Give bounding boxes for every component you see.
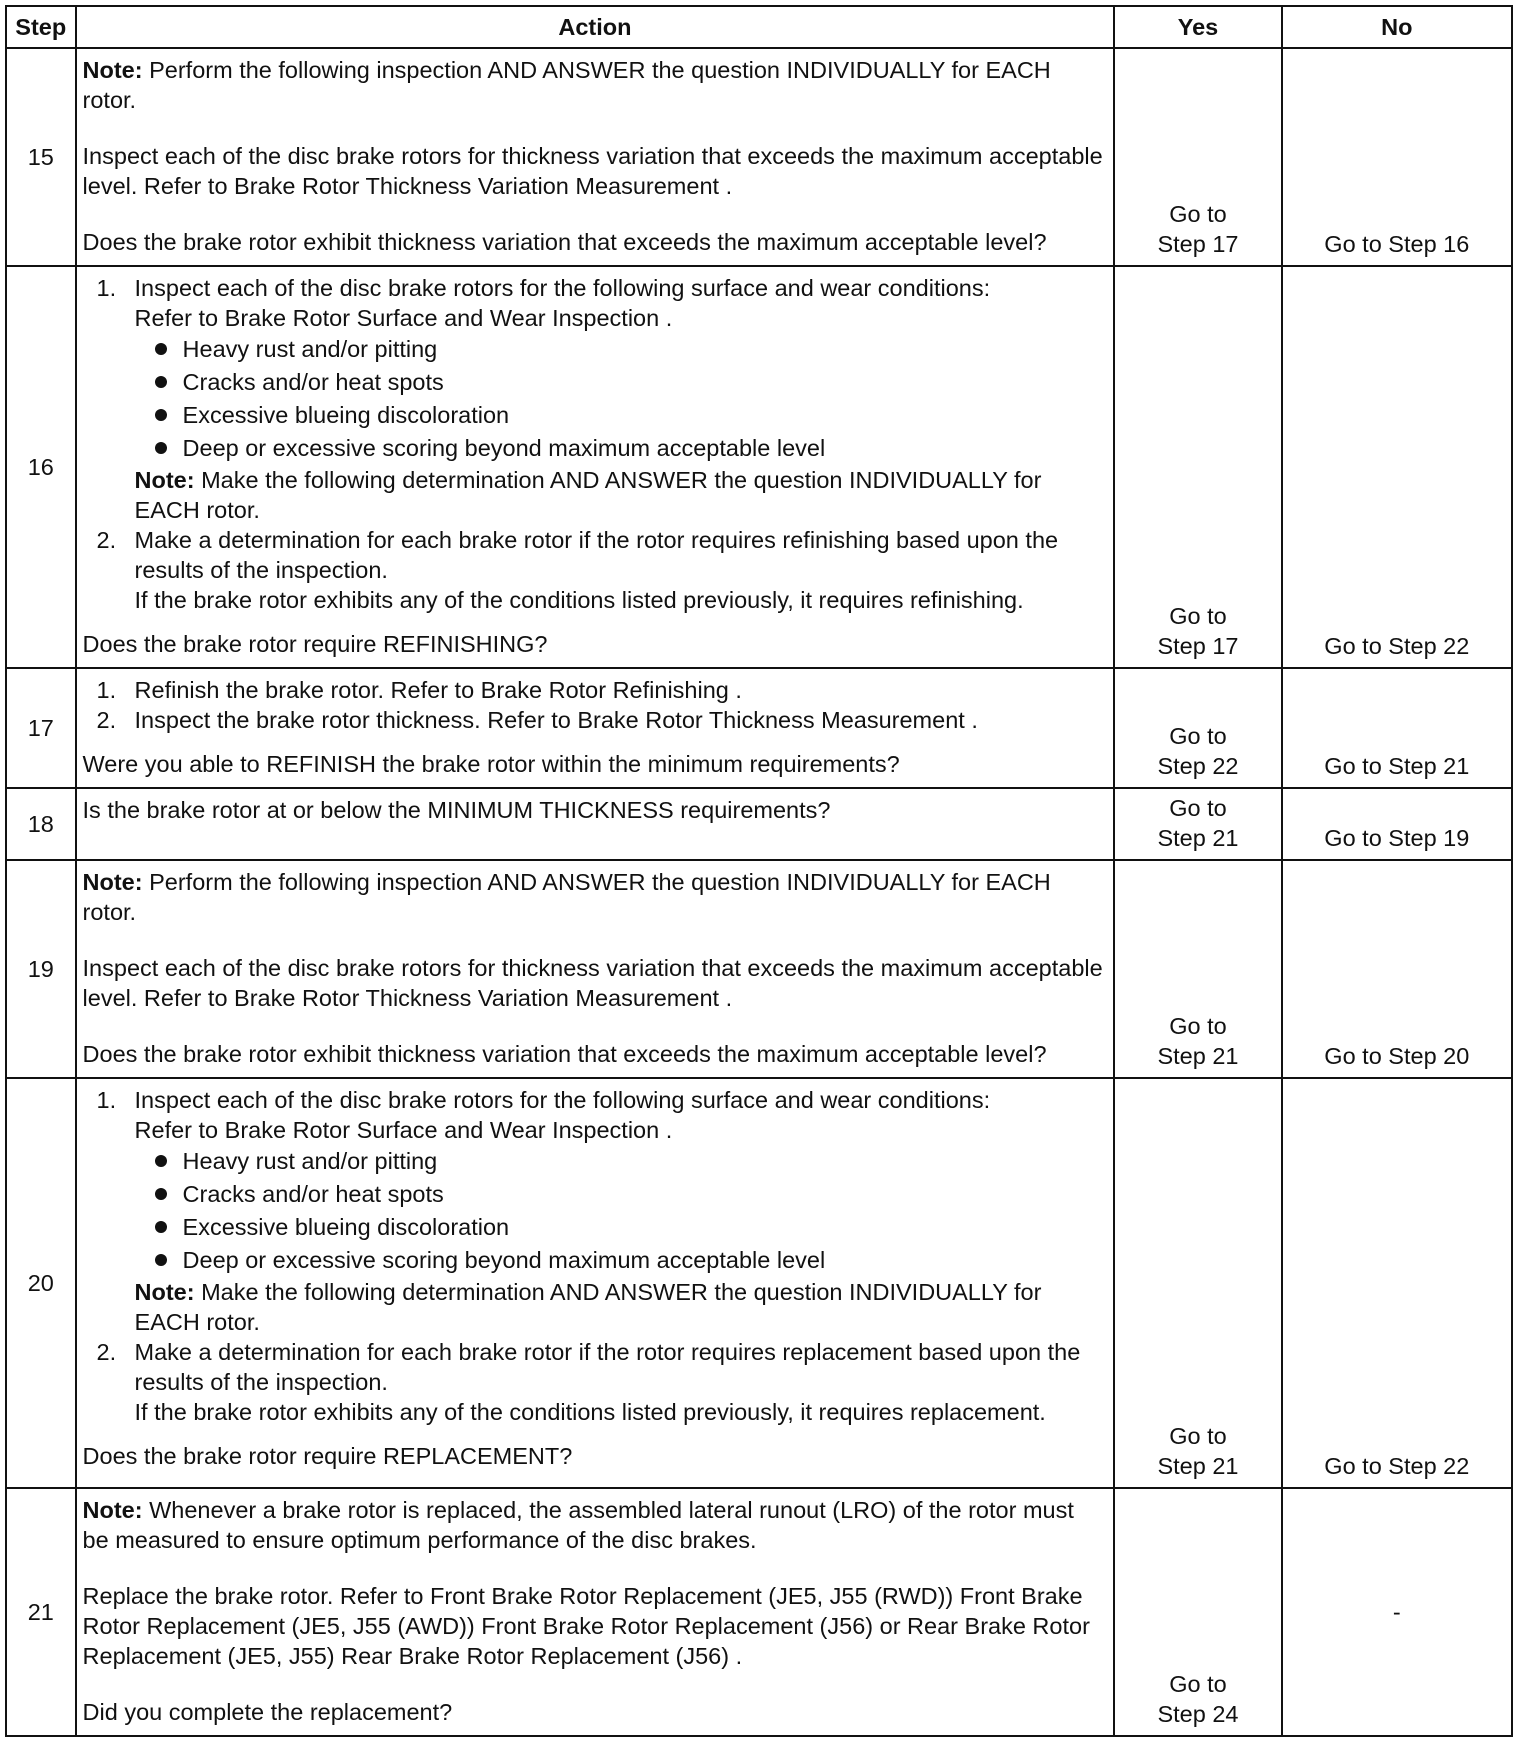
numbered-item <box>83 675 1106 705</box>
bullet-item <box>83 1145 1106 1178</box>
item-text: Inspect each of the disc brake rotors for the following surface and wear conditions: <box>134 275 991 301</box>
no-cell: Go to Step 19 <box>1282 788 1512 860</box>
yes-line-2: Step 24 <box>1157 1701 1239 1727</box>
item-number: 1. <box>96 1087 117 1113</box>
yes-cell <box>1114 1488 1281 1736</box>
no-cell: Go to Step 20 <box>1282 860 1512 1078</box>
item-number: 2. <box>96 527 117 553</box>
yes-line-1: Go to <box>1169 201 1227 227</box>
table-row <box>6 266 1512 668</box>
step-number: 21 <box>6 1488 76 1736</box>
yes-line-1: Go to <box>1169 1013 1227 1039</box>
note-paragraph <box>83 1277 1106 1337</box>
table-row <box>6 1078 1512 1488</box>
note-paragraph <box>83 55 1106 115</box>
diagnostic-table-document <box>5 5 1513 1737</box>
bullet-text: Excessive blueing discoloration <box>182 402 510 428</box>
bullet-icon <box>155 343 167 355</box>
yes-line-2: Step 17 <box>1157 633 1239 659</box>
question-text: Does the brake rotor require REPLACEMENT? <box>82 1443 573 1469</box>
instruction-text: Inspect each of the disc brake rotors for thickness variation that exceeds the maximum acceptable level. Refer to Brake Rotor Thickness Variation Measurement . <box>82 955 1103 1011</box>
note-label: Note: <box>82 57 143 83</box>
bullet-item <box>83 366 1106 399</box>
bullet-icon <box>155 1155 167 1167</box>
action-cell <box>76 668 1115 788</box>
yes-line-2: Step 21 <box>1157 1453 1239 1479</box>
yes-cell <box>1114 266 1281 668</box>
no-cell: Go to Step 21 <box>1282 668 1512 788</box>
item-reference: Refer to Brake Rotor Surface and Wear Inspection . <box>134 305 673 331</box>
bullet-item <box>83 1211 1106 1244</box>
step-number: 19 <box>6 860 76 1078</box>
item-number: 2. <box>96 707 117 733</box>
yes-line-2: Step 17 <box>1157 231 1239 257</box>
action-cell <box>76 1488 1115 1736</box>
bullet-item <box>83 399 1106 432</box>
bullet-item <box>83 1244 1106 1277</box>
yes-cell <box>1114 668 1281 788</box>
note-text: Make the following determination AND ANSWER the question INDIVIDUALLY for EACH rotor. <box>134 467 1042 523</box>
question-text: Does the brake rotor exhibit thickness variation that exceeds the maximum acceptable level? <box>82 1041 1047 1067</box>
yes-cell <box>1114 1078 1281 1488</box>
yes-line-1: Go to <box>1169 1671 1227 1697</box>
table-row <box>6 1488 1512 1736</box>
bullet-icon <box>155 1221 167 1233</box>
yes-line-1: Go to <box>1169 795 1227 821</box>
step-number: 16 <box>6 266 76 668</box>
table-row <box>6 668 1512 788</box>
item-extra: If the brake rotor exhibits any of the conditions listed previously, it requires replacement. <box>134 1399 1046 1425</box>
item-text: Inspect the brake rotor thickness. Refer to Brake Rotor Thickness Measurement . <box>134 707 978 733</box>
question-text: Were you able to REFINISH the brake rotor within the minimum requirements? <box>82 751 900 777</box>
item-number: 2. <box>96 1339 117 1365</box>
item-text: Inspect each of the disc brake rotors for the following surface and wear conditions: <box>134 1087 991 1113</box>
yes-line-2: Step 22 <box>1157 753 1239 779</box>
header-no: No <box>1282 6 1512 48</box>
item-number: 1. <box>96 677 117 703</box>
header-row <box>6 6 1512 48</box>
yes-line-2: Step 21 <box>1157 1043 1239 1069</box>
step-number: 20 <box>6 1078 76 1488</box>
note-text: Perform the following inspection AND ANSWER the question INDIVIDUALLY for EACH rotor. <box>82 869 1051 925</box>
numbered-item <box>83 705 1106 735</box>
note-paragraph <box>83 1495 1106 1555</box>
yes-cell <box>1114 788 1281 860</box>
no-cell: Go to Step 22 <box>1282 266 1512 668</box>
yes-cell <box>1114 860 1281 1078</box>
yes-line-1: Go to <box>1169 723 1227 749</box>
note-label: Note: <box>82 869 143 895</box>
bullet-text: Cracks and/or heat spots <box>182 1181 444 1207</box>
no-cell: Go to Step 22 <box>1282 1078 1512 1488</box>
action-cell <box>76 788 1115 860</box>
bullet-icon <box>155 376 167 388</box>
numbered-item <box>83 273 1106 333</box>
note-paragraph <box>83 867 1106 927</box>
bullet-icon <box>155 1188 167 1200</box>
table-row <box>6 860 1512 1078</box>
bullet-text: Cracks and/or heat spots <box>182 369 444 395</box>
question-text: Did you complete the replacement? <box>82 1699 453 1725</box>
no-cell: Go to Step 16 <box>1282 48 1512 266</box>
action-cell <box>76 48 1115 266</box>
bullet-icon <box>155 1254 167 1266</box>
step-number: 17 <box>6 668 76 788</box>
bullet-text: Heavy rust and/or pitting <box>182 1148 438 1174</box>
action-cell <box>76 266 1115 668</box>
bullet-icon <box>155 409 167 421</box>
header-action: Action <box>76 6 1115 48</box>
step-number: 18 <box>6 788 76 860</box>
note-text: Whenever a brake rotor is replaced, the assembled lateral runout (LRO) of the rotor must be measured to ensure optimum performance of the disc brakes. <box>82 1497 1074 1553</box>
table-row <box>6 788 1512 860</box>
item-number: 1. <box>96 275 117 301</box>
header-yes: Yes <box>1114 6 1281 48</box>
note-text: Perform the following inspection AND ANSWER the question INDIVIDUALLY for EACH rotor. <box>82 57 1051 113</box>
header-step: Step <box>6 6 76 48</box>
note-label: Note: <box>134 1279 195 1305</box>
bullet-item <box>83 432 1106 465</box>
bullet-text: Heavy rust and/or pitting <box>182 336 438 362</box>
bullet-text: Excessive blueing discoloration <box>182 1214 510 1240</box>
question-text: Does the brake rotor exhibit thickness variation that exceeds the maximum acceptable level? <box>82 229 1047 255</box>
numbered-item <box>83 525 1106 615</box>
yes-line-1: Go to <box>1169 1423 1227 1449</box>
action-cell <box>76 860 1115 1078</box>
diagnostic-table <box>5 5 1513 1737</box>
item-text: Make a determination for each brake rotor if the rotor requires refinishing based upon the results of the inspection. <box>134 527 1059 583</box>
no-cell: - <box>1282 1488 1512 1736</box>
item-text: Make a determination for each brake rotor if the rotor requires replacement based upon the results of the inspection. <box>134 1339 1081 1395</box>
yes-line-2: Step 21 <box>1157 825 1239 851</box>
note-paragraph <box>83 465 1106 525</box>
bullet-item <box>83 333 1106 366</box>
numbered-item <box>83 1085 1106 1145</box>
action-cell <box>76 1078 1115 1488</box>
item-text: Refinish the brake rotor. Refer to Brake Rotor Refinishing . <box>134 677 742 703</box>
bullet-icon <box>155 442 167 454</box>
item-extra: If the brake rotor exhibits any of the conditions listed previously, it requires refinishing. <box>134 587 1024 613</box>
question-text: Is the brake rotor at or below the MINIMUM THICKNESS requirements? <box>82 797 831 823</box>
question-text: Does the brake rotor require REFINISHING? <box>82 631 548 657</box>
yes-line-1: Go to <box>1169 603 1227 629</box>
item-reference: Refer to Brake Rotor Surface and Wear Inspection . <box>134 1117 673 1143</box>
step-number: 15 <box>6 48 76 266</box>
numbered-item <box>83 1337 1106 1427</box>
instruction-text: Replace the brake rotor. Refer to Front Brake Rotor Replacement (JE5, J55 (RWD)) Front Brake Rotor Replacement (JE5, J55 (AWD)) Front Brake Rotor Replacement (J56) or Rear Brake Rotor Replacement (JE5, J55) Rear Brake Rotor Replacement (J56) . <box>82 1583 1090 1669</box>
table-row <box>6 48 1512 266</box>
bullet-text: Deep or excessive scoring beyond maximum acceptable level <box>182 435 826 461</box>
bullet-text: Deep or excessive scoring beyond maximum acceptable level <box>182 1247 826 1273</box>
instruction-text: Inspect each of the disc brake rotors for thickness variation that exceeds the maximum acceptable level. Refer to Brake Rotor Thickness Variation Measurement . <box>82 143 1103 199</box>
note-label: Note: <box>134 467 195 493</box>
note-label: Note: <box>82 1497 143 1523</box>
note-text: Make the following determination AND ANSWER the question INDIVIDUALLY for EACH rotor. <box>134 1279 1042 1335</box>
yes-cell <box>1114 48 1281 266</box>
bullet-item <box>83 1178 1106 1211</box>
